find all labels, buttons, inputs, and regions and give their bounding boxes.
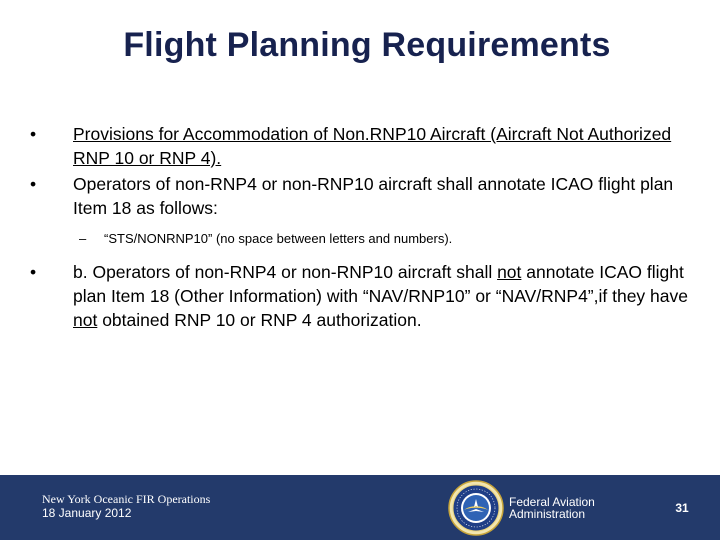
bullet-text: Provisions for Accommodation of Non.RNP10 Aircraft (Aircraft Not Authorized RNP 10 or RNP 4). <box>73 124 672 168</box>
slide-body <box>30 122 690 334</box>
bullet-item <box>30 260 690 332</box>
page-number: 31 <box>675 501 689 515</box>
emphasis-not: not <box>73 310 98 330</box>
footer-agency <box>509 496 595 520</box>
faa-seal-icon <box>448 480 504 536</box>
bullet-text <box>73 262 688 330</box>
agency-line: Administration <box>509 507 586 521</box>
bullet-marker: • <box>30 262 37 282</box>
bullet-item <box>30 172 690 220</box>
slide-title: Flight Planning Requirements <box>123 26 611 64</box>
bullet-text: Operators of non-RNP4 or non-RNP10 aircraft shall annotate ICAO flight plan Item 18 as follows: <box>73 174 674 218</box>
sub-bullet-marker: – <box>79 231 87 246</box>
agency-line: Federal Aviation <box>509 495 595 509</box>
footer-left <box>42 492 210 520</box>
sub-bullet-text: “STS/NONRNP10” (no space between letters and numbers). <box>104 231 453 246</box>
footer-operations: New York Oceanic FIR Operations <box>42 492 211 506</box>
bullet-text-part: b. Operators of non-RNP4 or non-RNP10 aircraft shall <box>73 262 498 282</box>
sub-bullet-item <box>30 230 690 248</box>
bullet-text-part: obtained RNP 10 or RNP 4 authorization. <box>97 310 422 330</box>
emphasis-not: not <box>497 262 522 282</box>
footer-date: 18 January 2012 <box>42 506 132 520</box>
bullet-marker: • <box>30 124 37 144</box>
bullet-text-part: annotate ICAO flight plan Item 18 (Other Information) with “NAV/RNP10” or “NAV/RNP4”,if they have <box>73 262 688 306</box>
bullet-item <box>30 122 690 170</box>
bullet-marker: • <box>30 174 37 194</box>
footer-bar <box>0 475 720 540</box>
